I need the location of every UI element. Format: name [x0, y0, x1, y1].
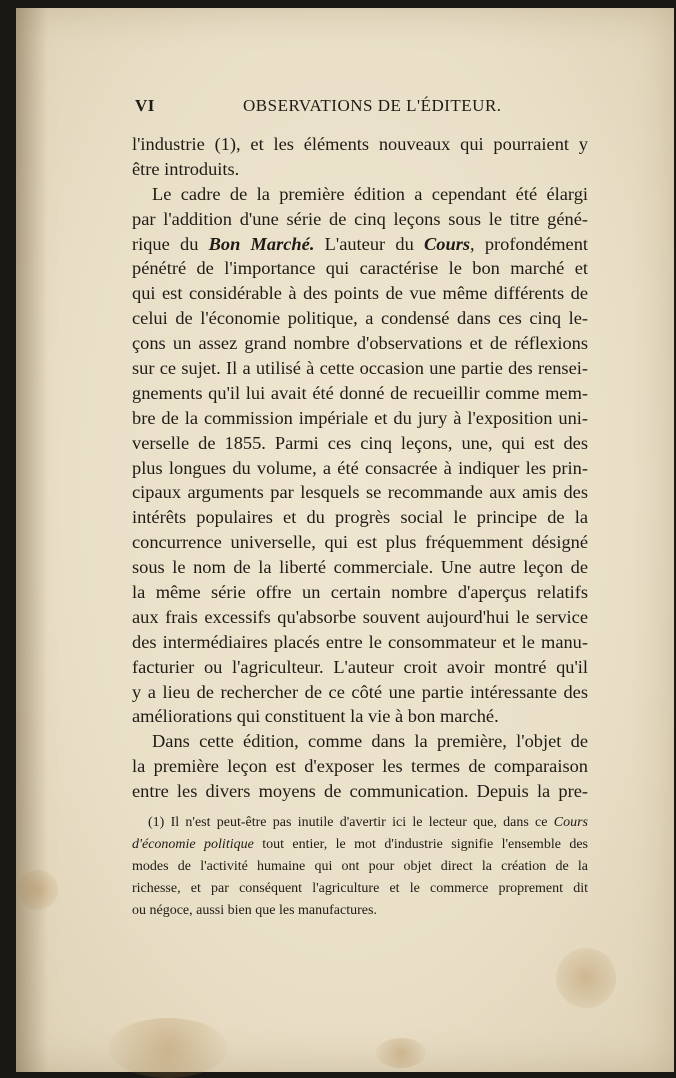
page-spine-shadow [16, 8, 48, 1072]
text-fragment: rique du [132, 233, 209, 254]
text-fragment: , profondément [470, 233, 589, 254]
text-line: Dans cette édition, comme dans la première, l'objet de [152, 731, 588, 752]
text-line: plus longues du volume, a été consacrée à indiquer les prin- [132, 457, 588, 478]
text-line: l'industrie (1), et les éléments nouveaux qui pourraient y [132, 134, 588, 154]
italic-title-cours: Cours [424, 233, 471, 254]
text-line: çons un assez grand nombre d'observations et de réflexions [132, 333, 588, 354]
text-line: Le cadre de la première édition a cependant été élargi [152, 183, 588, 204]
italic-title-cours: Cours [553, 815, 588, 830]
text-fragment: L'auteur du [314, 233, 424, 254]
text-line: aux frais excessifs qu'absorbe souvent aujourd'hui le service [132, 606, 588, 627]
foxing-stain [108, 1018, 228, 1078]
text-line: la première leçon est d'exposer les termes de comparaison [132, 756, 588, 777]
text-line: améliorations qui constituent la vie à bon marché. [132, 706, 499, 727]
footnote-line: ou négoce, aussi bien que les manufactures. [132, 903, 377, 918]
page-number: VI [135, 96, 155, 115]
foxing-stain [18, 870, 58, 910]
running-title: OBSERVATIONS DE L'ÉDITEUR. [243, 96, 502, 115]
foxing-stain [556, 948, 616, 1008]
text-line: bre de la commission impériale et du jury à l'exposition uni- [132, 407, 588, 428]
body-text [132, 132, 588, 804]
text-line: cipaux arguments par lesquels se recommande aux amis des [132, 482, 588, 503]
text-line: des intermédiaires placés entre le consommateur et le manu- [132, 631, 588, 652]
text-line: celui de l'économie politique, a condensé dans ces cinq le- [132, 308, 588, 329]
text-line: entre les divers moyens de communication. Depuis la pre- [132, 781, 588, 802]
text-line: être introduits. [132, 158, 240, 179]
foxing-stain [376, 1038, 426, 1068]
text-line: concurrence universelle, qui est plus fréquemment désigné [132, 532, 588, 553]
text-line-with-italics [132, 232, 588, 257]
text-line: la même série offre un certain nombre d'aperçus relatifs [132, 582, 588, 603]
italic-title-bon-marche: Bon Marché. [208, 233, 315, 254]
footnote-line-with-italics [132, 812, 588, 834]
text-line: qui est considérable à des points de vue même différents de [132, 283, 588, 304]
text-fragment: (1) Il n'est peut-être pas inutile d'avertir ici le lecteur que, dans ce [148, 815, 548, 830]
book-page [16, 8, 674, 1072]
text-line: facturier ou l'agriculteur. L'auteur croit avoir montré qu'il [132, 656, 588, 677]
text-line: verselle de 1855. Parmi ces cinq leçons, une, qui est des [132, 432, 588, 453]
text-line: gnements qu'il lui avait été donné de recueillir comme mem- [132, 382, 588, 403]
page-header [135, 96, 605, 120]
text-line: sous le nom de la liberté commerciale. Une autre leçon de [132, 557, 588, 578]
text-line: pénétré de l'importance qui caractérise le bon marché et [132, 258, 588, 279]
footnote [132, 812, 588, 922]
italic-economie-politique: d'économie politique [132, 837, 254, 852]
text-line: intérêts populaires et du progrès social le principe de la [132, 507, 588, 528]
text-line: y a lieu de rechercher de ce côté une partie intéressante des [132, 681, 588, 702]
text-fragment: tout entier, le mot d'industrie signifie l'ensemble des [262, 837, 588, 852]
footnote-line: richesse, et par conséquent l'agriculture et le commerce proprement dit [132, 881, 588, 896]
text-line: par l'addition d'une série de cinq leçons sous le titre géné- [132, 208, 588, 229]
text-line: sur ce sujet. Il a utilisé à cette occasion une partie des rensei- [132, 358, 588, 379]
footnote-line-with-italics [132, 834, 588, 856]
footnote-line: modes de l'activité humaine qui ont pour objet direct la création de la [132, 859, 588, 874]
